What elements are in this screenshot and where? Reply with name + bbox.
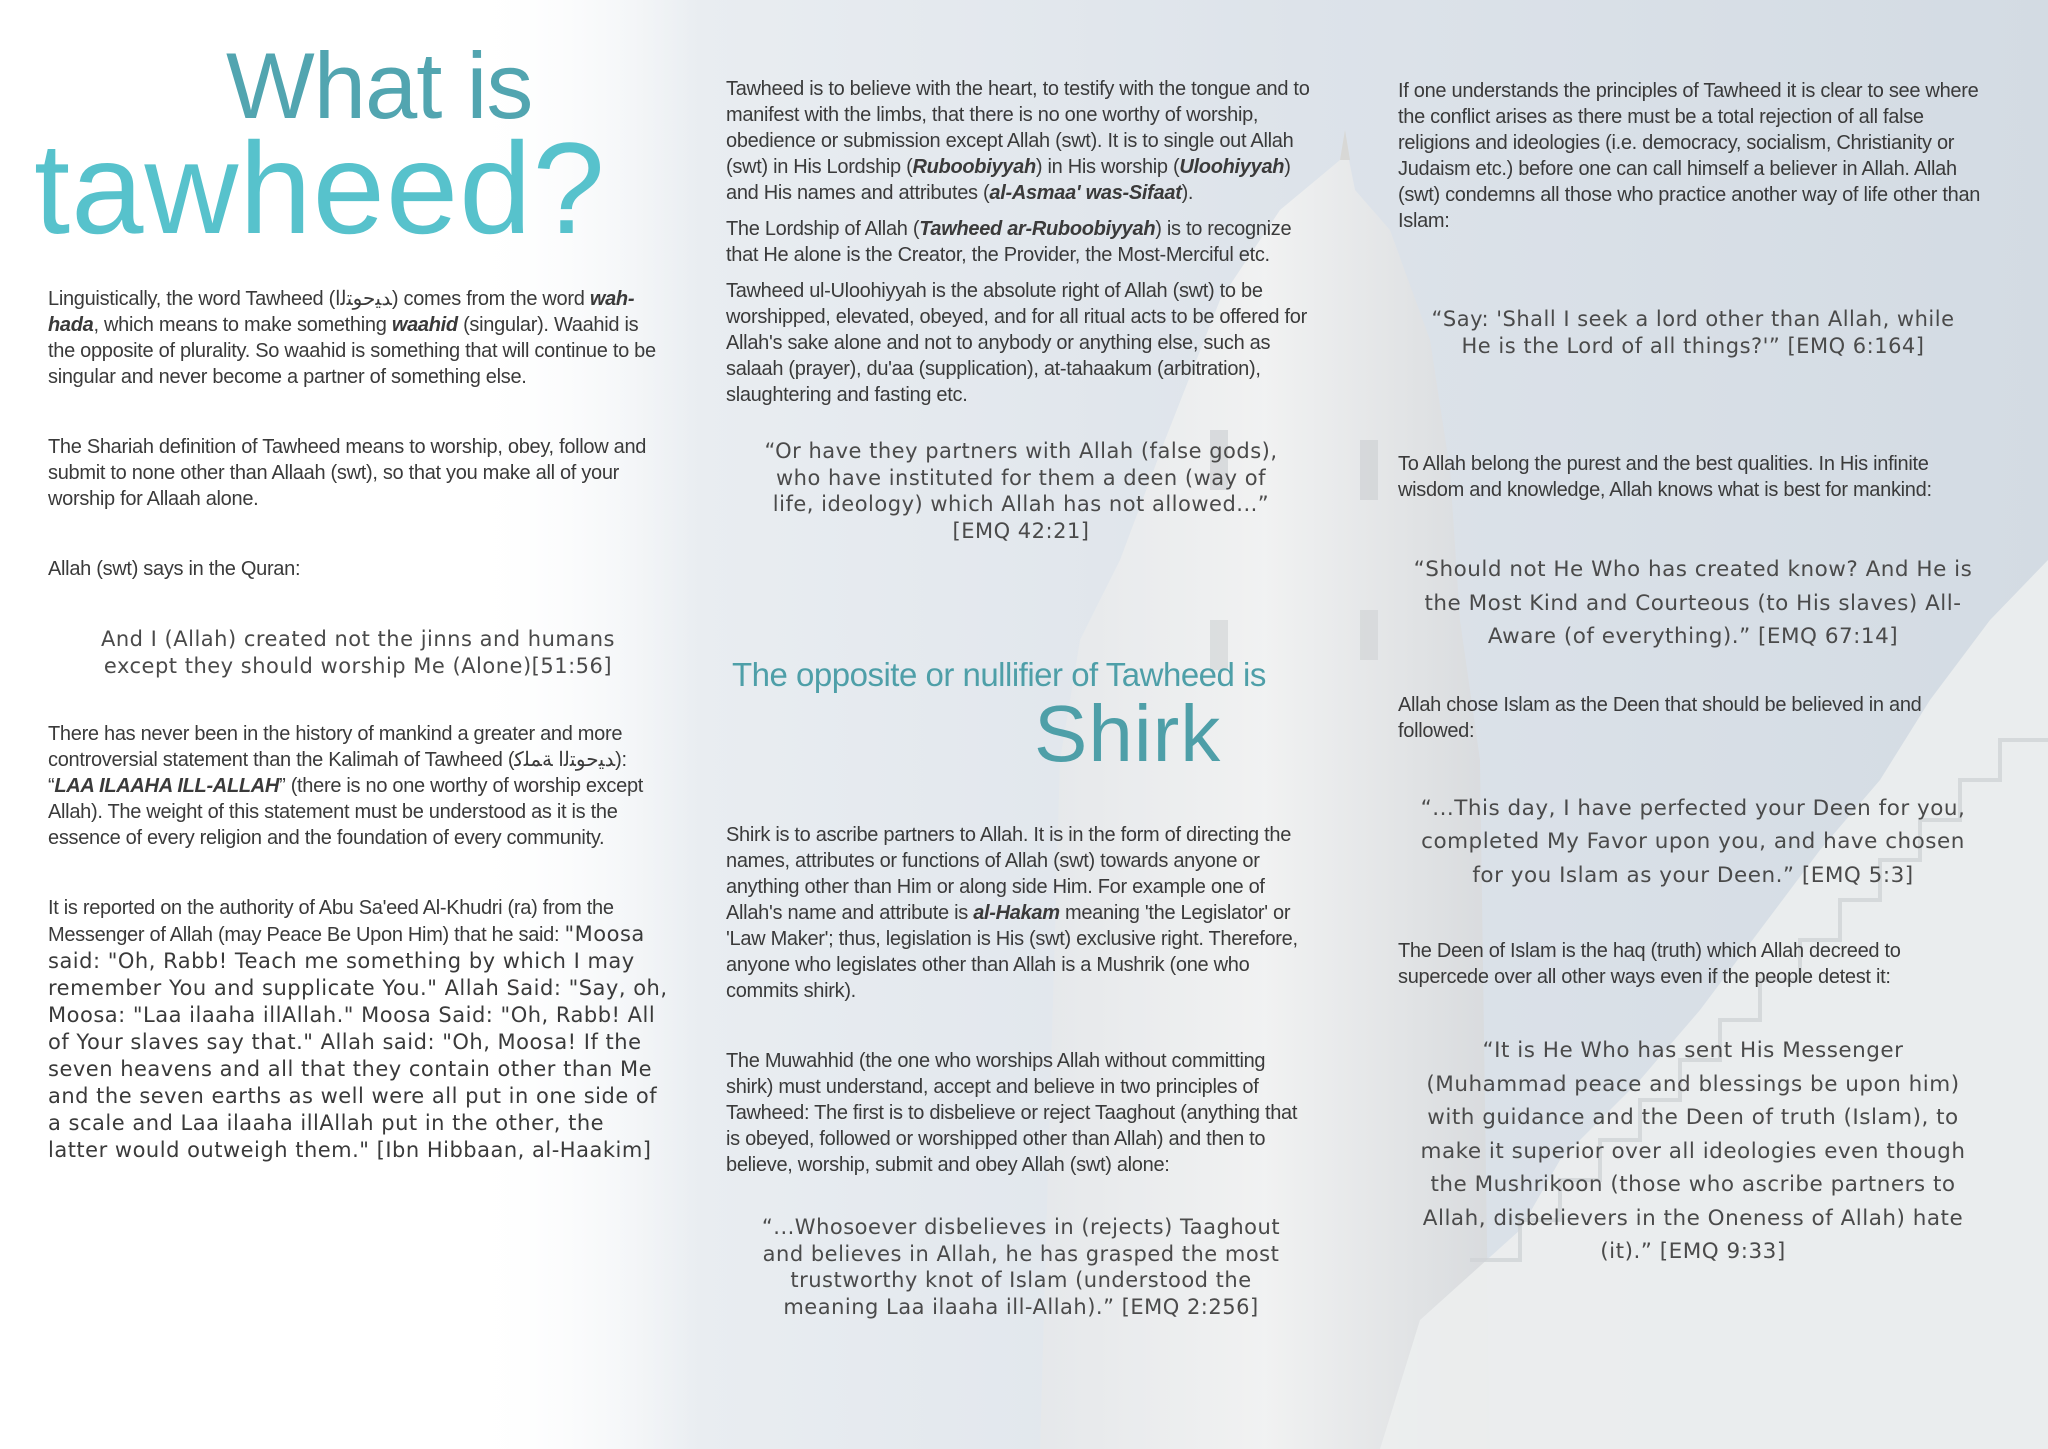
paragraph-kalimah: There has never been in the history of mankind a greater and more controversial statement than the Kalimah of Tawheed (ﺪﻴﺣﻮﺘﻟا ﺔﻤﻠﻛ): “LAA ILAAHA ILL-ALLAH” (there is no one worthy of worship except Allah). The weight of this statement must be understood as it is the essence of every religion and the foundation of every community.	[48, 723, 644, 849]
quote-5-3: “...This day, I have perfected your Deen for you, completed My Favor upon you, and have chosen for you Islam as your Deen.” [EMQ 5:3]	[1420, 795, 1966, 888]
quote-51-56: And I (Allah) created not the jinns and humans except they should worship Me (Alone)[51:56]	[101, 627, 615, 678]
paragraph-ruboobiyyah: The Lordship of Allah (Tawheed ar-Ruboobiyyah) is to recognize that He alone is the Creator, the Provider, the Most-Merciful etc.	[726, 218, 1292, 266]
column-2-lower	[726, 822, 1316, 1320]
title-tawheed: tawheed?	[34, 115, 606, 261]
title-shirk: Shirk	[1034, 689, 1222, 778]
paragraph-conflict: If one understands the principles of Tawheed it is clear to see where the conflict arises as there must be a total rejection of all false religions and ideologies (i.e. democracy, socialism, Christianity or Judaism etc.) before one can call himself a believer in Allah. Allah (swt) condemns all those who practice another way of life other than Islam:	[1398, 80, 1981, 232]
subheading-opposite: The opposite or nullifier of Tawheed is	[732, 656, 1266, 693]
paragraph-tawheed-definition: Tawheed is to believe with the heart, to testify with the tongue and to manifest with the limbs, that there is no one worthy of worship, obedience or submission except Allah (swt). It is to single out Allah (swt) in His Lordship (Ruboobiyyah) in His worship (Uloohiyyah) and His names and attributes (al-Asmaa' was-Sifaat).	[726, 78, 1310, 204]
paragraph-haq: The Deen of Islam is the haq (truth) which Allah decreed to supercede over all other ways even if the people detest it:	[1398, 940, 1901, 988]
arabic-glyph: ﺪﻴﺣﻮﺘﻟا ﺔﻤﻠﻛ	[514, 749, 616, 771]
paragraph-qualities: To Allah belong the purest and the best qualities. In His infinite wisdom and knowledge, Allah knows what is best for mankind:	[1398, 453, 1932, 501]
column-1	[48, 286, 668, 1164]
quote-9-33: “It is He Who has sent His Messenger (Muhammad peace and blessings be upon him) with guidance and the Deen of truth (Islam), to make it superior over all ideologies even though the Mushrikoon (those who ascribe partners to Allah, disbelievers in the Oneness of Allah) hate (it).” [EMQ 9:33]	[1420, 1038, 1966, 1264]
quote-67-14: “Should not He Who has created know? And He is the Most Kind and Courteous (to His slaves) All-Aware (of everything).” [EMQ 67:14]	[1413, 557, 1973, 649]
paragraph-shirk-definition: Shirk is to ascribe partners to Allah. It is in the form of directing the names, attributes or functions of Allah (swt) towards anyone or anything other than Him or along side Him. For example one of Allah's name and attribute is al-Hakam meaning 'the Legislator' or 'Law Maker'; thus, legislation is His (swt) exclusive right. Therefore, anyone who legislates other than Allah is a Mushrik (one who commits shirk).	[726, 824, 1298, 1002]
column-2	[726, 76, 1316, 544]
quote-6-164: “Say: 'Shall I seek a lord other than Allah, while He is the Lord of all things?'” [EMQ 6:164]	[1431, 307, 1955, 358]
paragraph-quran-intro: Allah (swt) says in the Quran:	[48, 558, 301, 580]
quote-42-21: “Or have they partners with Allah (false gods), who have instituted for them a deen (way of life, ideology) which Allah has not allowed...” [EMQ 42:21]	[764, 439, 1278, 543]
paragraph-abu-saeed: It is reported on the authority of Abu Sa'eed Al-Khudri (ra) from the Messenger of Allah (may Peace Be Upon Him) that he said: "Moosa said: "Oh, Rabb! Teach me something by which I may remember You and supplicate You." Allah Said: "Say, oh, Moosa: "Laa ilaaha illAllah." Moosa Said: "Oh, Rabb! All of Your slaves say that." Allah said: "Oh, Moosa! If the seven heavens and all that they contain other than Me and the seven earths as well were all put in one side of a scale and Laa ilaaha illAllah put in the other, the latter would outweigh them." [Ibn Hibbaan, al-Haakim]	[48, 897, 668, 1162]
title-what-is: What is	[226, 33, 533, 138]
paragraph-shariah-definition: The Shariah definition of Tawheed means to worship, obey, follow and submit to none other than Allaah (swt), so that you make all of your worship for Allaah alone.	[48, 436, 647, 510]
quote-2-256: “...Whosoever disbelieves in (rejects) Taaghout and believes in Allah, he has grasped the most trustworthy knot of Islam (understood the meaning Laa ilaaha ill-Allah).” [EMQ 2:256]	[761, 1215, 1281, 1319]
column-3	[1398, 78, 1988, 1269]
paragraph-muwahhid: The Muwahhid (the one who worships Allah without committing shirk) must understand, accept and believe in two principles of Tawheed: The first is to disbelieve or reject Taaghout (anything that is obeyed, followed or worshipped other than Allah) and then to believe, worship, submit and obey Allah (swt) alone:	[726, 1050, 1298, 1176]
paragraph-linguistic: Linguistically, the word Tawheed (ﺪﻴﺣﻮﺘﻟا) comes from the word wah-hada, which means to make something waahid (singular). Waahid is the opposite of plurality. So waahid is something that will continue to be singular and never become a partner of something else.	[48, 288, 656, 388]
paragraph-uloohiyyah: Tawheed ul-Uloohiyyah is the absolute right of Allah (swt) to be worshipped, elevated, obeyed, and for all ritual acts to be offered for Allah's sake alone and not to anybody or anything else, such as salaah (prayer), du'aa (supplication), at-tahaakum (arbitration), slaughtering and fasting etc.	[726, 280, 1307, 406]
paragraph-islam-chosen: Allah chose Islam as the Deen that should be believed in and followed:	[1398, 693, 1922, 742]
arabic-glyph: ﺪﻴﺣﻮﺘﻟا	[335, 288, 392, 310]
